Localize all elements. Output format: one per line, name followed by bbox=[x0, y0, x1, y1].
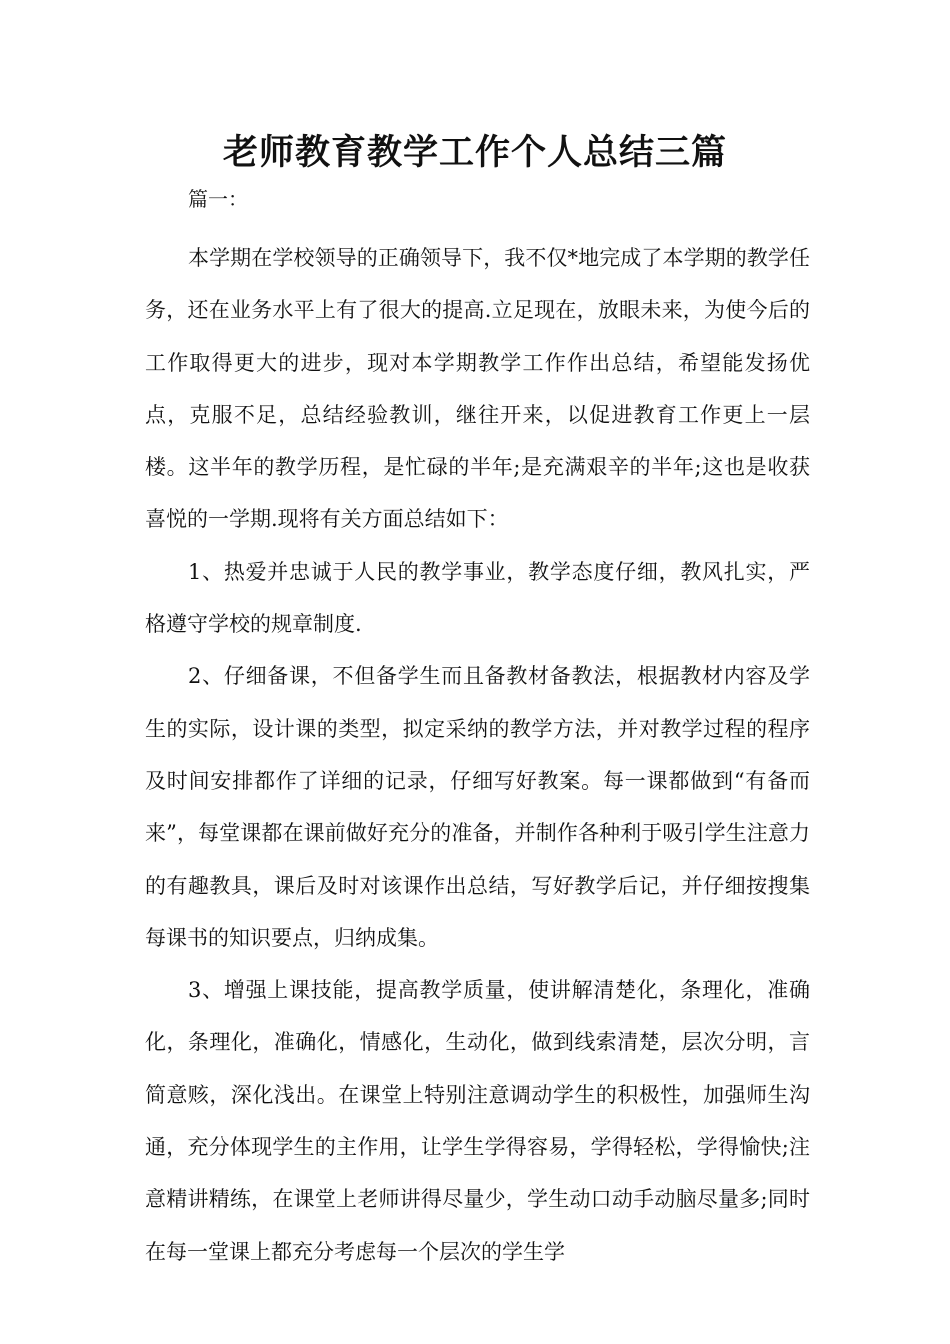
paragraph-point-2: 2、仔细备课，不但备学生而且备教材备教法，根据教材内容及学生的实际，设计课的类型，拟定采纳的教学方法，并对教学过程的程序及时间安排都作了详细的记录，仔细写好教案。每一课都做到“有备而来”，每堂课都在课前做好充分的准备，并制作各种利于吸引学生注意力的有趣教具，课后及时对该课作出总结，写好教学后记，并仔细按搜集每课书的知识要点，归纳成集。 bbox=[145, 664, 810, 950]
paragraph-point-3: 3、增强上课技能，提高教学质量，使讲解清楚化，条理化，准确化，条理化，准确化，情感化，生动化，做到线索清楚，层次分明，言简意赅，深化浅出。在课堂上特别注意调动学生的积极性，加强师生沟通，充分体现学生的主作用，让学生学得容易，学得轻松，学得愉快;注意精讲精练，在课堂上老师讲得尽量少，学生动口动手动脑尽量多;同时在每一堂课上都充分考虑每一个层次的学生学 bbox=[145, 978, 810, 1264]
paragraph-intro: 本学期在学校领导的正确领导下，我不仅*地完成了本学期的教学任务，还在业务水平上有了很大的提高.立足现在，放眼未来，为使今后的工作取得更大的进步，现对本学期教学工作作出总结，希望能发扬优点，克服不足，总结经验教训，继往开来，以促进教育工作更上一层楼。这半年的教学历程，是忙碌的半年;是充满艰辛的半年;这也是收获喜悦的一学期.现将有关方面总结如下： bbox=[145, 246, 810, 532]
body-text bbox=[145, 232, 810, 1278]
section-label: 篇一： bbox=[188, 187, 248, 211]
document-title: 老师教育教学工作个人总结三篇 bbox=[222, 132, 727, 173]
paragraph-point-1: 1、热爱并忠诚于人民的教学事业，教学态度仔细，教风扎实，严格遵守学校的规章制度. bbox=[145, 559, 810, 637]
